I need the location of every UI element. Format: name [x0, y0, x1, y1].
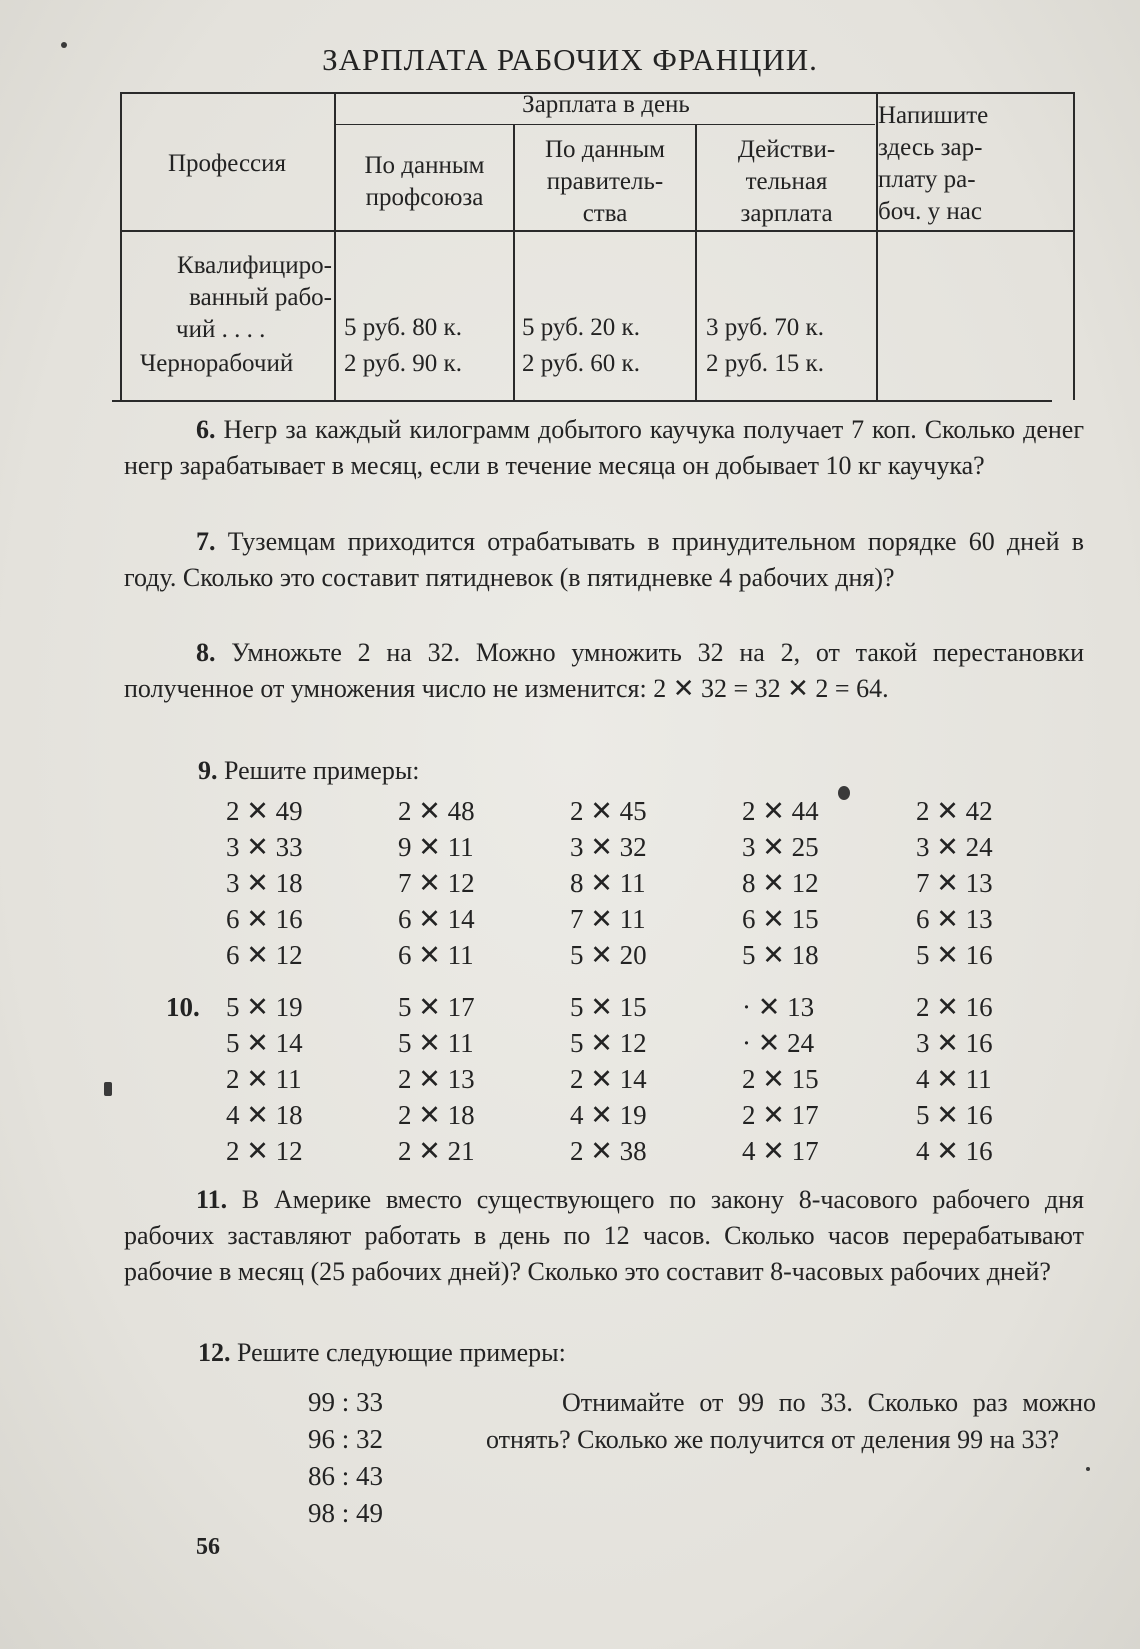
problem-text: В Америке вместо существующего по закону 8-часового рабочего дня рабочих заставляют работать в день по 12 часов. Сколько часов перерабатывают рабочие в месяц (25 рабочих дней)? Сколько это составит 8-часовых рабочих дней? [124, 1185, 1085, 1286]
example: 2 ✕ 15 [742, 1064, 819, 1094]
problem-6 [124, 412, 1084, 484]
cell-union-laborer: 2 руб. 90 к. [344, 350, 462, 377]
problem-12-heading [198, 1338, 566, 1368]
example: 2 ✕ 12 [226, 1136, 303, 1166]
cell-actual-skilled: 3 руб. 70 к. [706, 314, 824, 341]
problem-number: 8. [196, 638, 216, 667]
division-example: 86 : 43 [308, 1461, 384, 1491]
division-examples [308, 1384, 383, 1532]
example: 6 ✕ 13 [916, 904, 993, 934]
example: 5 ✕ 14 [226, 1028, 303, 1058]
example-row [226, 940, 1086, 974]
problem-text: Решите примеры: [224, 756, 420, 785]
example: 9 ✕ 11 [398, 832, 474, 862]
example: 5 ✕ 11 [398, 1028, 474, 1058]
example: 5 ✕ 17 [398, 992, 475, 1022]
example: 3 ✕ 32 [570, 832, 647, 862]
division-example: 99 : 33 [308, 1387, 384, 1417]
example: 3 ✕ 24 [916, 832, 993, 862]
problem-text: Умножьте 2 на 32. Можно умножить 32 на 2, от такой перестановки полученное от умножения число не изменится: 2 ✕ 32 = 32 ✕ 2 = 64. [124, 638, 1085, 703]
example: 5 ✕ 16 [916, 940, 993, 970]
print-speck [1086, 1467, 1090, 1471]
problem-number: 11. [196, 1185, 228, 1214]
cell-actual-laborer: 2 руб. 15 к. [706, 350, 824, 377]
cell-government-skilled: 5 руб. 20 к. [522, 314, 640, 341]
problem-text: Негр за каждый килограмм добытого каучука получает 7 коп. Сколько денег негр зарабатывает в месяц, если в течение месяца он добывает 10 кг каучука? [124, 415, 1084, 480]
table-left-rule [120, 92, 122, 400]
example: 2 ✕ 49 [226, 796, 303, 826]
division-example: 98 : 49 [308, 1498, 384, 1528]
problem-9-heading [198, 756, 420, 786]
example: 2 ✕ 14 [570, 1064, 647, 1094]
example: 4 ✕ 17 [742, 1136, 819, 1166]
header-bottom-rule [120, 230, 1075, 232]
example: 4 ✕ 11 [916, 1064, 992, 1094]
table-right-rule [1073, 92, 1075, 400]
group-header-rule [335, 124, 875, 125]
problem-text: Туземцам приходится отрабатывать в принудительном порядке 60 дней в году. Сколько это составит пятидневок (в пятидневке 4 рабочих дня)? [124, 527, 1085, 592]
example: 4 ✕ 18 [226, 1100, 303, 1130]
example: 2 ✕ 16 [916, 992, 993, 1022]
example: 5 ✕ 16 [916, 1100, 993, 1130]
example: 7 ✕ 12 [398, 868, 475, 898]
example-row [226, 1028, 1086, 1062]
example: 8 ✕ 11 [570, 868, 646, 898]
problem-number: 6. [196, 415, 216, 444]
header-actual: Действи- тельная зарплата [737, 136, 836, 227]
example: 3 ✕ 18 [226, 868, 303, 898]
example: 5 ✕ 20 [570, 940, 647, 970]
example-row [226, 868, 1086, 902]
header-profession: Профессия [167, 150, 287, 177]
example: 2 ✕ 17 [742, 1100, 819, 1130]
table-col-rule [334, 92, 336, 400]
example-row [226, 832, 1086, 866]
example: 5 ✕ 15 [570, 992, 647, 1022]
example: 2 ✕ 13 [398, 1064, 475, 1094]
example: 3 ✕ 16 [916, 1028, 993, 1058]
example: 5 ✕ 19 [226, 992, 303, 1022]
example-row [226, 992, 1086, 1026]
example: 2 ✕ 42 [916, 796, 993, 826]
print-speck [838, 786, 850, 800]
print-speck [104, 1082, 112, 1096]
row-profession-laborer: Чернорабочий [140, 350, 294, 377]
example: · ✕ 13 [742, 992, 815, 1022]
wage-table [120, 92, 1075, 402]
example-row [226, 1136, 1086, 1170]
division-example: 96 : 32 [308, 1424, 384, 1454]
example-row [226, 1100, 1086, 1134]
page-title: ЗАРПЛАТА РАБОЧИХ ФРАНЦИИ. [322, 42, 818, 77]
example: 2 ✕ 11 [226, 1064, 302, 1094]
example: 2 ✕ 18 [398, 1100, 475, 1130]
problem-number: 9. [198, 756, 218, 785]
problem-number: 7. [196, 527, 216, 556]
example: 6 ✕ 16 [226, 904, 303, 934]
header-write-here: Напишите здесь зар- плату ра- боч. у нас [878, 102, 989, 225]
example: 3 ✕ 33 [226, 832, 303, 862]
example: 6 ✕ 15 [742, 904, 819, 934]
example-row [226, 1064, 1086, 1098]
example: 6 ✕ 11 [398, 940, 474, 970]
example-row [226, 904, 1086, 938]
example: 4 ✕ 19 [570, 1100, 647, 1130]
problem-number: 12. [198, 1338, 231, 1367]
cell-union-skilled: 5 руб. 80 к. [344, 314, 462, 341]
example: 2 ✕ 48 [398, 796, 475, 826]
header-government: По данным правитель- ства [545, 136, 665, 227]
example: 6 ✕ 12 [226, 940, 303, 970]
problem-text: Решите следующие примеры: [237, 1338, 566, 1367]
problem-7 [124, 524, 1084, 596]
example: 5 ✕ 12 [570, 1028, 647, 1058]
example: · ✕ 24 [742, 1028, 815, 1058]
row-profession-skilled: Квалифициро- ванный рабо- чий . . . . [176, 252, 332, 343]
example: 5 ✕ 18 [742, 940, 819, 970]
example: 7 ✕ 11 [570, 904, 646, 934]
example: 2 ✕ 38 [570, 1136, 647, 1166]
problem-8 [124, 635, 1084, 707]
header-wage-per-day: Зарплата в день [522, 91, 690, 118]
header-union: По данным профсоюза [364, 152, 485, 211]
example-row [226, 796, 1086, 830]
example: 8 ✕ 12 [742, 868, 819, 898]
example: 7 ✕ 13 [916, 868, 993, 898]
page-number: 56 [196, 1534, 220, 1560]
cell-government-laborer: 2 руб. 60 к. [522, 350, 640, 377]
problem-10-number: 10. [166, 992, 200, 1022]
table-bottom-rule [112, 400, 1052, 402]
example: 6 ✕ 14 [398, 904, 475, 934]
example: 4 ✕ 16 [916, 1136, 993, 1166]
example: 2 ✕ 44 [742, 796, 819, 826]
example: 3 ✕ 25 [742, 832, 819, 862]
example: 2 ✕ 45 [570, 796, 647, 826]
example: 2 ✕ 21 [398, 1136, 475, 1166]
division-note: Отнимайте от 99 по 33. Сколько раз можно отнять? Сколько же получится от деления 99 на 33? [486, 1388, 1096, 1454]
print-speck [61, 42, 67, 48]
problem-11 [124, 1182, 1084, 1290]
